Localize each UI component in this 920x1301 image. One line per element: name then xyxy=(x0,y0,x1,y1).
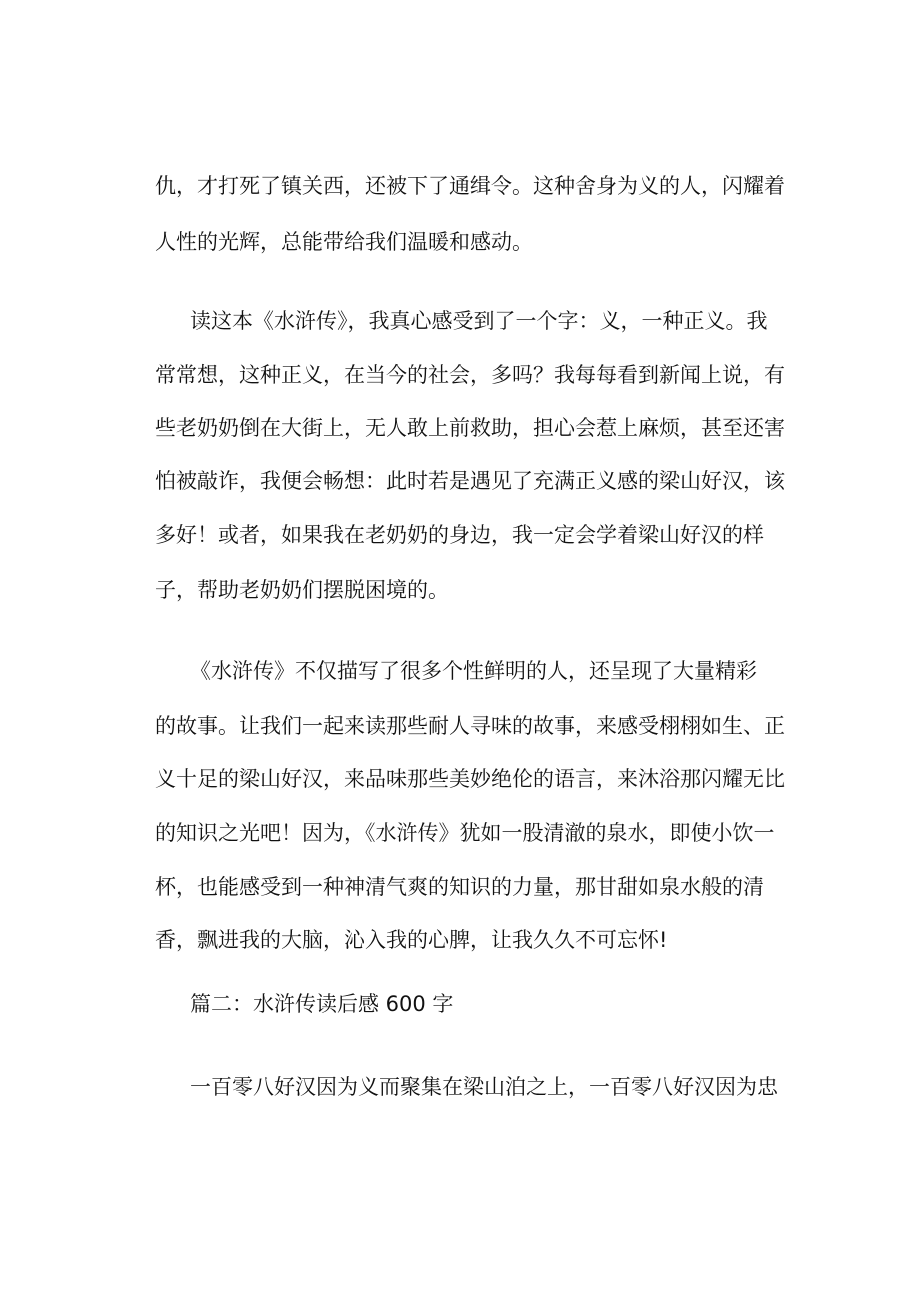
paragraph-line: 多好！或者，如果我在老奶奶的身边，我一定会学着梁山好汉的样 xyxy=(155,523,764,547)
paragraph-line: 的知识之光吧！因为，《水浒传》犹如一股清澈的泉水，即使小饮一 xyxy=(155,821,775,845)
paragraph-line: 怕被敲诈，我便会畅想：此时若是遇见了充满正义感的梁山好汉，该 xyxy=(155,469,785,493)
section-heading: 篇二：水浒传读后感 600 字 xyxy=(190,992,454,1016)
paragraph-line: 仇，才打死了镇关西，还被下了通缉令。这种舍身为义的人，闪耀着 xyxy=(155,174,785,198)
paragraph-line: 杯，也能感受到一种神清气爽的知识的力量，那甘甜如泉水般的清 xyxy=(155,875,764,899)
paragraph-line: 些老奶奶倒在大街上，无人敢上前救助，担心会惹上麻烦，甚至还害 xyxy=(155,416,785,440)
paragraph-line: 的故事。让我们一起来读那些耐人寻味的故事，来感受栩栩如生、正 xyxy=(155,714,785,738)
paragraph-line: 常常想，这种正义，在当今的社会，多吗？我每每看到新闻上说，有 xyxy=(155,363,785,387)
paragraph-line: 香，飘进我的大脑，沁入我的心脾，让我久久不可忘怀! xyxy=(155,928,668,952)
paragraph-line: 人性的光辉，总能带给我们温暖和感动。 xyxy=(155,230,533,254)
paragraph-line: 子，帮助老奶奶们摆脱困境的。 xyxy=(155,578,449,602)
paragraph-first-line: 一百零八好汉因为义而聚集在梁山泊之上，一百零八好汉因为忠 xyxy=(190,1075,778,1099)
paragraph-first-line: 《水浒传》不仅描写了很多个性鲜明的人，还呈现了大量精彩 xyxy=(190,659,757,683)
paragraph-line: 义十足的梁山好汉，来品味那些美妙绝伦的语言，来沐浴那闪耀无比 xyxy=(155,767,785,791)
paragraph-first-line: 读这本《水浒传》，我真心感受到了一个字：义，一种正义。我 xyxy=(190,309,768,333)
